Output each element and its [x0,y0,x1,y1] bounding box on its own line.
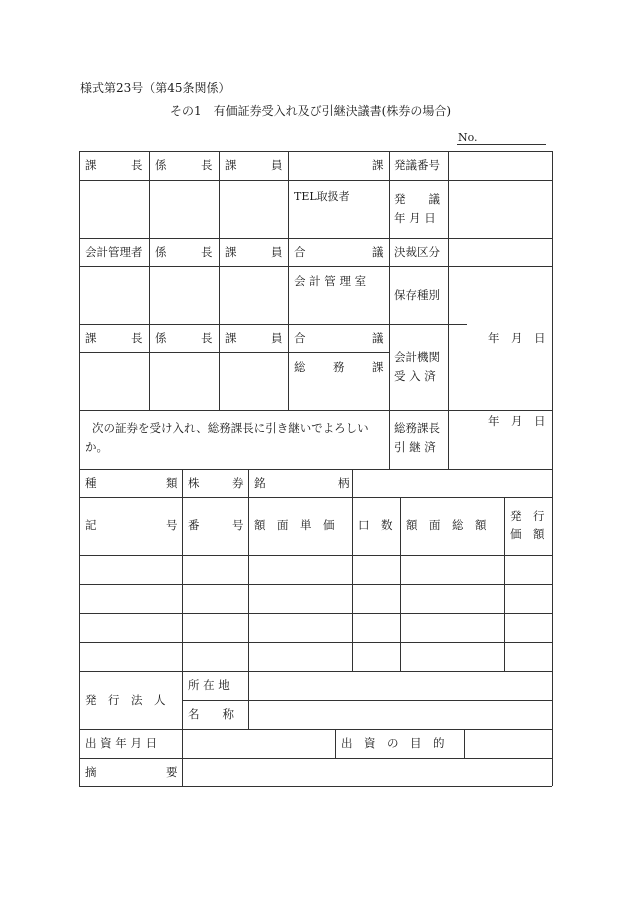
grid-line [79,497,552,498]
label-date-hikitsugi: 年 月 日 [488,414,546,428]
label-kaikei-kanrisha: 会計管理者 [85,245,143,259]
grid-line [79,613,552,614]
label-kigo-b: 号 [166,518,178,532]
label-shusshi-nengappi: 出 資 年 月 日 [85,736,158,750]
grid-line [219,151,220,410]
grid-line [389,151,390,469]
label-kakari-cho-3: 係 長 [155,331,213,345]
label-tekiyo: 摘 [85,765,97,779]
label-tekiyo-b: 要 [166,765,178,779]
label-ka: 課 [372,158,384,172]
label-ka-in-3: 課 員 [225,331,283,345]
label-somu-kacho: 総務課長 [394,421,440,435]
label-gakumen-tanka: 額 面 単 価 [254,518,335,532]
number-underline [457,144,546,145]
label-meigara-b: 柄 [338,476,350,490]
label-kabuken-b: 券 [232,476,244,490]
label-hakko: 発 行 [510,509,545,523]
label-kagaku: 価 額 [510,527,545,541]
label-tel-handler: TEL取扱者 [294,190,350,203]
grid-line [448,151,449,469]
label-ka-in-2: 課 員 [225,245,283,259]
document-title: その1 有価証券受入れ及び引継決議書(株券の場合) [170,104,452,118]
grid-line [352,469,353,671]
label-aigi-3: 合 [294,331,306,345]
form-number: 様式第23号（第45条関係） [80,81,231,95]
label-kaikei-kanri-shitsu: 会 計 管 理 室 [294,274,367,288]
label-kaikei-kikan: 会計機関 [394,350,440,364]
label-ka-cho: 課 長 [85,158,143,172]
label-hatsugi-bango: 発議番号 [394,158,440,172]
grid-line [504,497,505,671]
label-meisho: 名 称 [188,707,234,721]
label-kakari-cho: 係 長 [155,158,213,172]
label-uketsuke-zumi: 受 入 済 [394,369,436,383]
frame-bottom [79,786,552,787]
label-meigara: 銘 [254,476,266,490]
label-hozon-shubetsu: 保存種別 [394,288,440,302]
grid-line [182,469,183,786]
grid-line [79,642,552,643]
label-kabuken: 株 [188,476,200,490]
grid-line [464,729,465,758]
label-bango: 番 [188,518,200,532]
statement-line-2: か。 [85,440,108,454]
label-shurui-b: 類 [166,476,178,490]
label-kuchisu: 口 数 [358,518,393,532]
statement-line-1: 次の証券を受け入れ、総務課長に引き継いでよろしい [92,421,369,435]
grid-line [79,469,552,470]
label-kigo: 記 [85,518,97,532]
grid-line [182,700,552,701]
label-kakari-cho-2: 係 長 [155,245,213,259]
grid-line [248,469,249,729]
label-hikitsugi-zumi: 引 継 済 [394,440,436,454]
label-shurui: 種 [85,476,97,490]
grid-line [79,758,552,759]
grid-line [288,151,289,410]
grid-line [79,671,552,672]
label-somu-b: 務 [333,360,345,374]
label-aigi: 合 [294,245,306,259]
label-shozaichi: 所 在 地 [188,678,230,692]
label-kessai-kubun: 決裁区分 [394,245,440,259]
label-ka-cho-3: 課 長 [85,331,143,345]
label-ka-in: 課 員 [225,158,283,172]
grid-line [149,151,150,410]
grid-line [400,497,401,671]
grid-line [79,324,467,325]
grid-line [79,555,552,556]
grid-line [79,584,552,585]
label-somu-c: 課 [372,360,384,374]
label-hatsugi-date: 年 月 日 [394,211,436,225]
grid-line [79,352,389,353]
grid-line [335,729,336,758]
label-aigi-3b: 議 [372,331,384,345]
number-label: No. [458,131,478,144]
label-aigi-b: 議 [372,245,384,259]
label-hakko-hojin: 発 行 法 人 [85,693,166,707]
label-date-kaikei: 年 月 日 [488,331,546,345]
label-hatsugi: 発 議 [394,192,440,206]
label-shusshi-mokuteki: 出 資 の 目 的 [341,736,445,750]
label-gakumen-sogaku: 額 面 総 額 [406,518,487,532]
grid-line [79,729,552,730]
grid-line [79,410,552,411]
frame-right [552,151,553,786]
label-somu: 総 [294,360,306,374]
label-bango-b: 号 [232,518,244,532]
